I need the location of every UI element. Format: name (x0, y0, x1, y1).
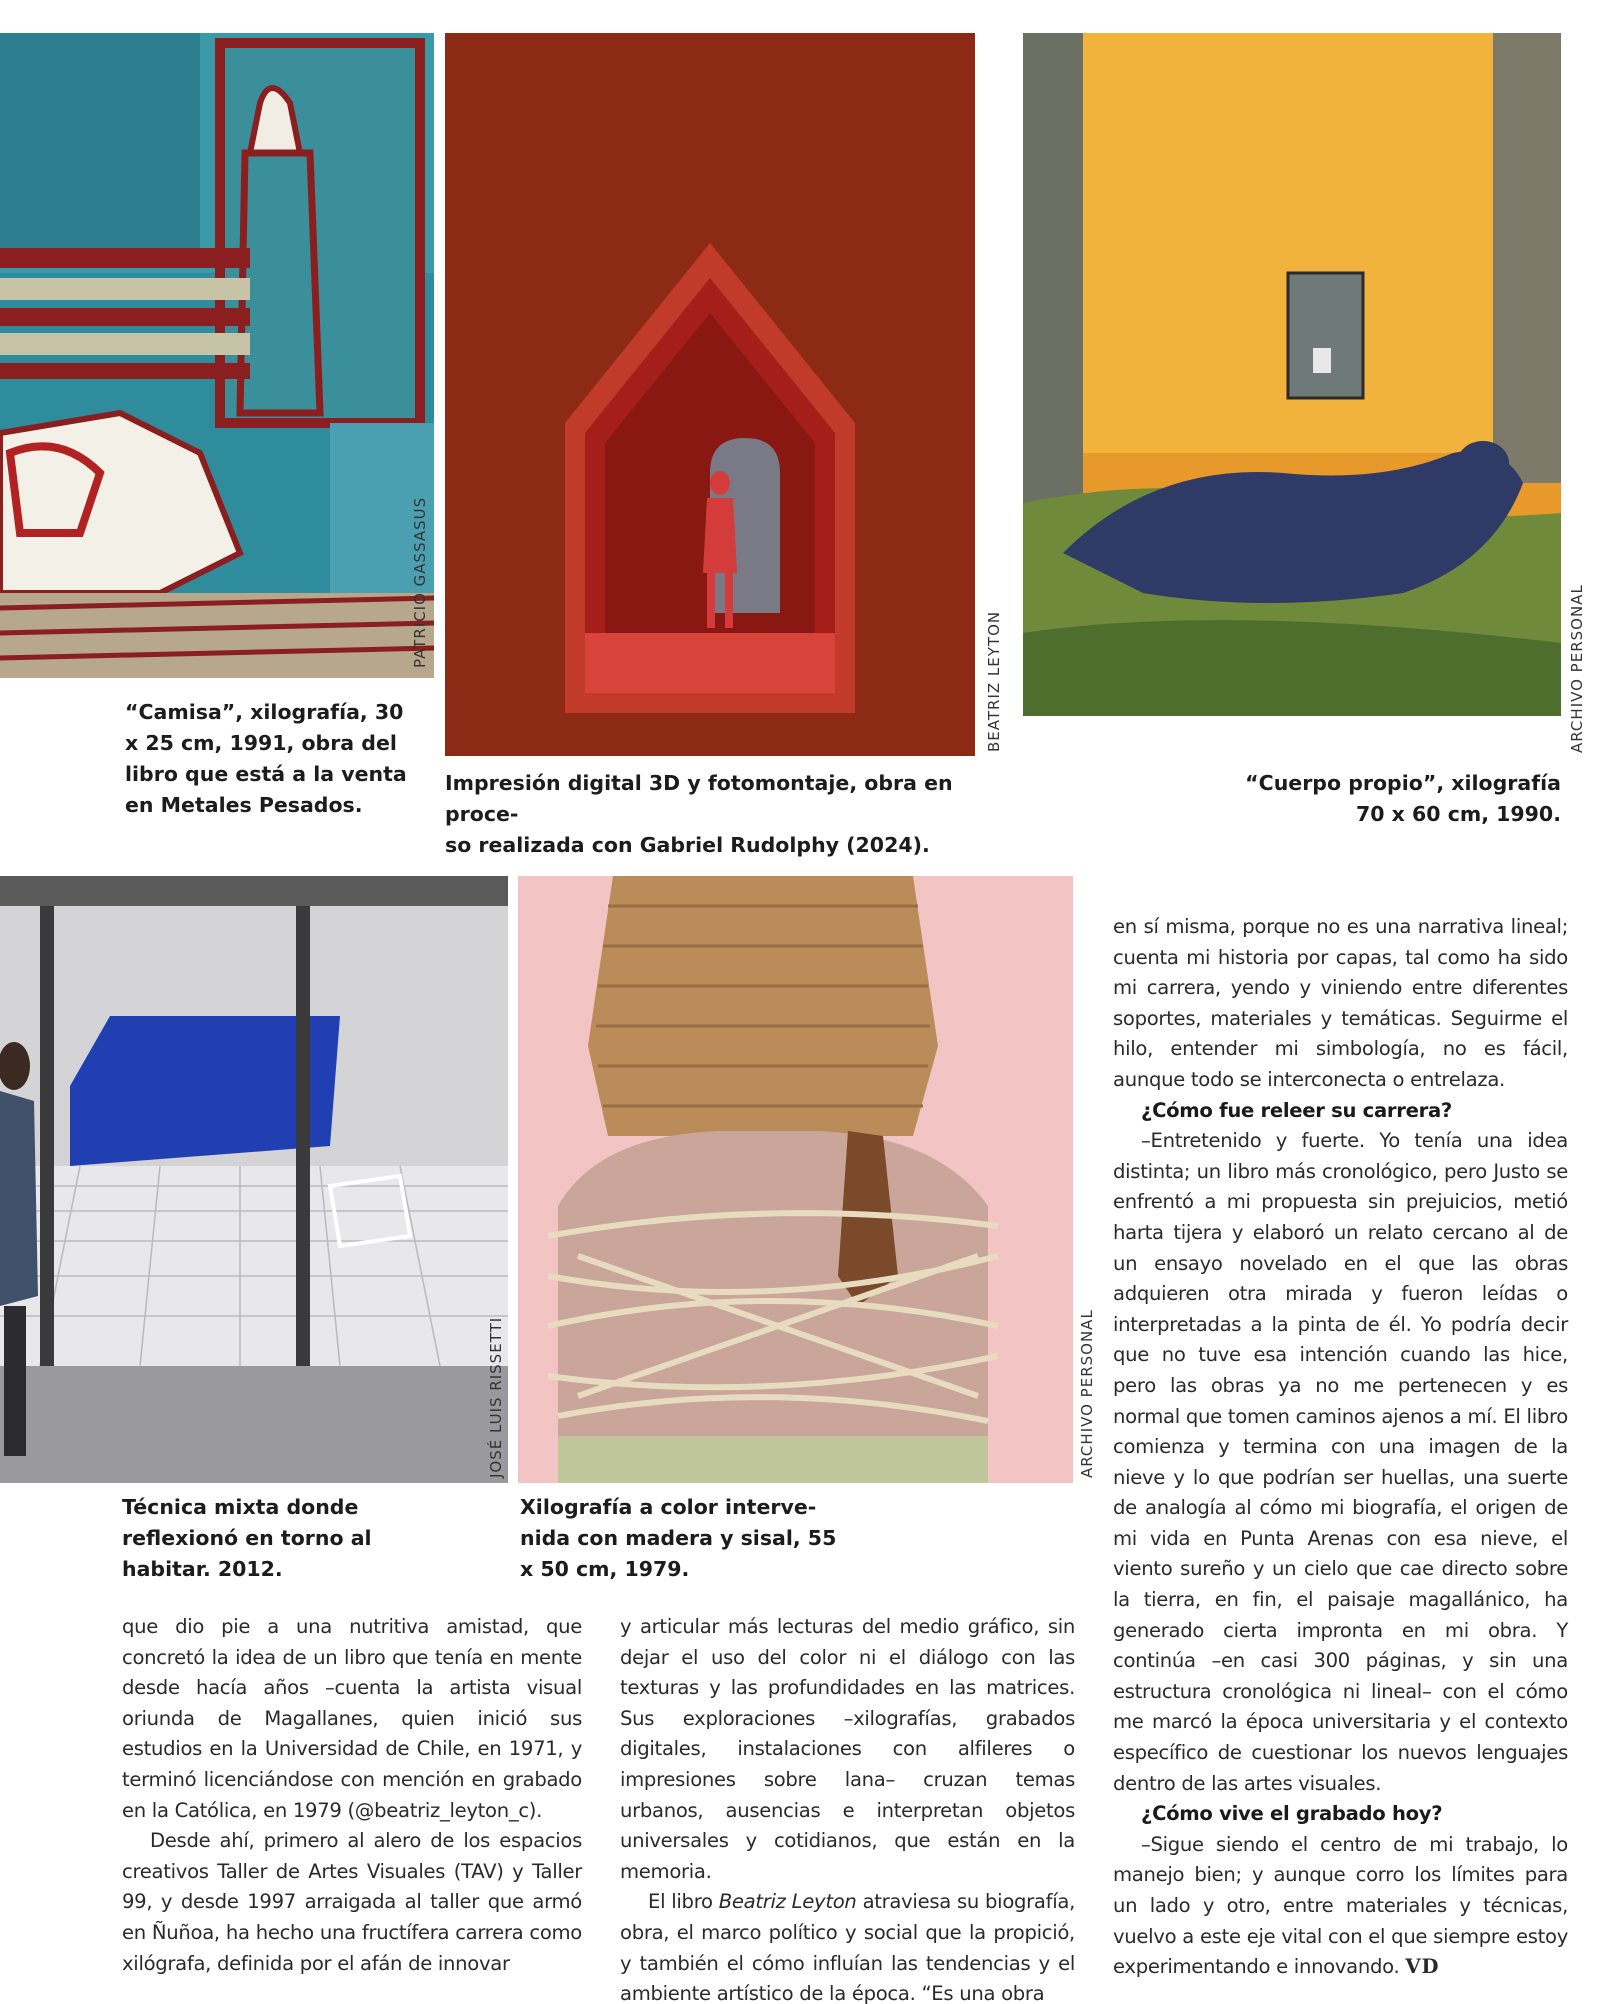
article-paragraph: y articular más lecturas del medio gráfico, sin dejar el uso del color ni el diálogo con las texturas y las profundidades en las matrices. Sus exploraciones –xilografías, grabados digitales, instalaciones con alfileres o impresiones sobre lana– cruzan temas urbanos, ausencias e interpretan objetos universales y cotidianos, que están en la memoria. (620, 1615, 1075, 1883)
credit-camisa: PATRICIO GASSASUS (411, 496, 429, 668)
article-column-2 (620, 1612, 1075, 2004)
article-column-3 (1113, 912, 1568, 1983)
caption-cuerpo-propio: “Cuerpo propio”, xilografía 70 x 60 cm, 1990. (1245, 771, 1561, 826)
interview-question: ¿Cómo vive el grabado hoy? (1141, 1802, 1443, 1826)
credit-sisal: ARCHIVO PERSONAL (1078, 1309, 1096, 1478)
interview-answer: –Sigue siendo el centro de mi trabajo, lo manejo bien; y aunque corro los límites para un lado y otro, entre materiales y técnicas, vuelvo a este eje vital con el que siempre estoy experimentando e innovando. VD (1113, 1832, 1568, 1979)
interview-question: ¿Cómo fue releer su carrera? (1141, 1098, 1452, 1122)
credit-cuerpo-propio: ARCHIVO PERSONAL (1568, 584, 1586, 753)
artwork-cuerpo-propio (1023, 33, 1561, 716)
signature-mark: VD (1405, 1955, 1440, 1979)
article-paragraph: El libro Beatriz Leyton atraviesa su biografía, obra, el marco político y social que la propició, y también el cómo influían las tendencias y el ambiente artístico de la época. “Es una obra (620, 1890, 1075, 2004)
book-title: Beatriz Leyton (718, 1890, 857, 1914)
artwork-sisal (518, 876, 1073, 1483)
interview-answer: –Entretenido y fuerte. Yo tenía una idea distinta; un libro más cronológico, pero Justo se enfrentó a mi propuesta sin prejuicios, metió harta tijera y elaboró un relato cercano al de un ensayo novelado en el que las obras adquieren otra mirada y fueron leídas o interpretadas a la pinta de él. Yo podría decir que no tuve esa intención cuando las hice, pero las obras ya no me pertenecen y es normal que tomen caminos ajenos a mí. El libro comienza y termina con una imagen de la nieve y lo que podrían ser huellas, una suerte de analogía al cómo mi biografía, el origen de mi vida en Punta Arenas con esa nieve, el viento sureño y un cielo que cae directo sobre la tierra, en fin, el paisaje magallánico, ha generado cierta impronta en mi obra. Y continúa –en casi 300 páginas, y sin una estructura cronológica ni lineal– con el cómo me marcó la época universitaria y el contexto específico de cuestionar los nuevos lenguajes dentro de las artes visuales. (1113, 1129, 1568, 1795)
caption-habitar: Técnica mixta donde reflexionó en torno al habitar. 2012. (122, 1495, 372, 1581)
credit-impresion-3d: BEATRIZ LEYTON (985, 610, 1003, 752)
artwork-impresion-3d (445, 33, 975, 756)
article-paragraph: que dio pie a una nutritiva amistad, que concretó la idea de un libro que tenía en mente desde hacía años –cuenta la artista visual oriunda de Magallanes, quien inició sus estudios en la Universidad de Chile, en 1971, y terminó licenciándose con mención en grabado en la Católica, en 1979 (@beatriz_leyton_c). (122, 1615, 582, 1822)
artwork-camisa (0, 33, 434, 678)
artwork-habitar (0, 876, 508, 1483)
caption-camisa: “Camisa”, xilografía, 30 x 25 cm, 1991, obra del libro que está a la venta en Metales Pesados. (125, 700, 407, 817)
article-column-1 (122, 1612, 582, 1979)
caption-sisal: Xilografía a color interve- nida con madera y sisal, 55 x 50 cm, 1979. (520, 1495, 837, 1581)
article-paragraph: Desde ahí, primero al alero de los espacios creativos Taller de Artes Visuales (TAV) y Taller 99, y desde 1997 arraigada al taller que armó en Ñuñoa, ha hecho una fructífera carrera como xilógrafa, definida por el afán de innovar (122, 1829, 582, 1975)
caption-impresion-3d: Impresión digital 3D y fotomontaje, obra en proce- so realizada con Gabriel Rudolphy (2024). (445, 771, 953, 857)
credit-habitar: JOSÉ LUIS RISSETTI (487, 1316, 505, 1478)
article-paragraph: en sí misma, porque no es una narrativa lineal; cuenta mi historia por capas, tal como ha sido mi carrera, yendo y viniendo entre diferentes soportes, materiales y temáticas. Seguirme el hilo, entender mi simbología, no es fácil, aunque todo se interconecta o entrelaza. (1113, 915, 1568, 1091)
